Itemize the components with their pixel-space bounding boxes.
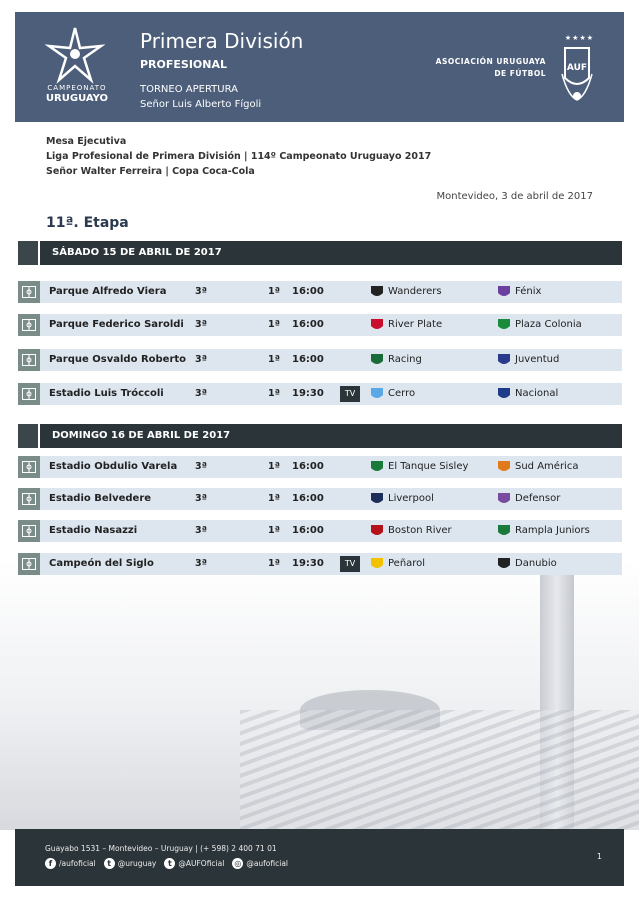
home-team: El Tanque Sisley [388,461,469,472]
round: 1ª [268,354,280,365]
home-team-crest-icon [370,557,384,571]
pitch-icon [18,314,40,336]
home-team-crest-icon [370,285,384,299]
venue-name: Parque Alfredo Viera [49,286,167,297]
stage-title: 11ª. Etapa [46,215,129,231]
home-team-crest-icon [370,387,384,401]
home-team-crest-icon [370,524,384,538]
away-team-crest-icon [497,460,511,474]
instagram-icon: ◎ [232,858,243,869]
round: 1ª [268,461,280,472]
venue-name: Estadio Nasazzi [49,525,138,536]
venue-name: Parque Osvaldo Roberto [49,354,187,365]
social-links [45,858,288,869]
day-label: DOMINGO 16 DE ABRIL DE 2017 [52,430,231,441]
svg-text:AUF: AUF [566,63,588,73]
round: 1ª [268,319,280,330]
away-team: Defensor [515,493,561,504]
home-team: Cerro [388,388,416,399]
away-team: Rampla Juniors [515,525,590,536]
twitter-icon: t [164,858,175,869]
home-team-crest-icon [370,353,384,367]
tournament-name: TORNEO APERTURA [140,84,238,95]
day-header [18,241,622,265]
auf-crest-icon [560,44,594,104]
home-team: Racing [388,354,422,365]
day-label: SÁBADO 15 DE ABRIL DE 2017 [52,247,222,258]
away-team-crest-icon [497,285,511,299]
kickoff-time: 16:00 [292,286,324,297]
document-date: Montevideo, 3 de abril de 2017 [436,191,593,202]
meta-line-1: Mesa Ejecutiva [46,136,127,147]
pitch-icon [18,520,40,542]
away-team: Juventud [515,354,560,365]
division: 3ª [195,286,207,297]
kickoff-time: 16:00 [292,354,324,365]
kickoff-time: 16:00 [292,525,324,536]
footer [15,829,624,886]
logo-caption-bottom: URUGUAYO [45,93,109,104]
round: 1ª [268,493,280,504]
round: 1ª [268,558,280,569]
away-team: Sud América [515,461,579,472]
twitter-link-auf[interactable]: t @AUFOficial [164,858,224,869]
away-team: Plaza Colonia [515,319,582,330]
home-team-crest-icon [370,460,384,474]
campeonato-logo-icon [45,26,105,84]
division: 3ª [195,525,207,536]
page-number: 1 [596,852,602,861]
tv-badge: TV [340,556,360,572]
footer-address: Guayabo 1531 – Montevideo – Uruguay | (+ 598) 2 400 71 01 [45,844,277,853]
logo-caption-top: CAMPEONATO [47,84,107,92]
tournament-person: Señor Luis Alberto Fígoli [140,99,262,110]
away-team-crest-icon [497,387,511,401]
pitch-icon [18,281,40,303]
home-team: River Plate [388,319,443,330]
division: 3ª [195,319,207,330]
auf-stars: ★★★★ [564,34,594,42]
page-title: Primera División [140,29,304,53]
day-header [18,424,622,448]
venue-name: Estadio Luis Tróccoli [49,388,164,399]
home-team-crest-icon [370,492,384,506]
kickoff-time: 19:30 [292,558,324,569]
home-team: Wanderers [388,286,442,297]
match-row [18,281,622,303]
tv-badge: TV [340,386,360,402]
header-banner [15,12,624,122]
match-row [18,553,622,575]
meta-line-2: Liga Profesional de Primera División | 114º Campeonato Uruguayo 2017 [46,151,432,162]
division: 3ª [195,493,207,504]
pitch-icon [18,488,40,510]
kickoff-time: 19:30 [292,388,324,399]
away-team: Danubio [515,558,557,569]
facebook-link[interactable]: f /aufoficial [45,858,96,869]
venue-name: Campeón del Siglo [49,558,154,569]
match-row [18,349,622,371]
home-team-crest-icon [370,318,384,332]
division: 3ª [195,461,207,472]
venue-name: Estadio Obdulio Varela [49,461,178,472]
home-team: Boston River [388,525,452,536]
kickoff-time: 16:00 [292,461,324,472]
venue-name: Parque Federico Saroldi [49,319,184,330]
away-team-crest-icon [497,353,511,367]
home-team: Peñarol [388,558,426,569]
away-team: Fénix [515,286,542,297]
instagram-link[interactable]: ◎ @aufoficial [234,859,289,868]
round: 1ª [268,525,280,536]
page-subtitle: PROFESIONAL [140,58,228,71]
facebook-icon: f [45,858,56,869]
round: 1ª [268,286,280,297]
division: 3ª [195,354,207,365]
match-row [18,314,622,336]
kickoff-time: 16:00 [292,319,324,330]
match-row [18,456,622,478]
pitch-icon [18,349,40,371]
match-row [18,520,622,542]
auf-name-line2: DE FÚTBOL [494,69,546,78]
pitch-icon [18,383,40,405]
auf-name-line1: ASOCIACIÓN URUGUAYA [435,57,546,66]
away-team-crest-icon [497,524,511,538]
division: 3ª [195,558,207,569]
pitch-icon [18,456,40,478]
twitter-icon: t [104,858,115,869]
away-team-crest-icon [497,318,511,332]
meta-line-3: Señor Walter Ferreira | Copa Coca-Cola [46,166,255,177]
pitch-icon [18,553,40,575]
venue-name: Estadio Belvedere [49,493,152,504]
round: 1ª [268,388,280,399]
kickoff-time: 16:00 [292,493,324,504]
stadium-background [0,560,639,830]
away-team: Nacional [515,388,559,399]
division: 3ª [195,388,207,399]
home-team: Liverpool [388,493,434,504]
match-row [18,383,622,405]
match-row [18,488,622,510]
twitter-link-uruguay[interactable]: t @uruguay [104,858,157,869]
away-team-crest-icon [497,557,511,571]
away-team-crest-icon [497,492,511,506]
